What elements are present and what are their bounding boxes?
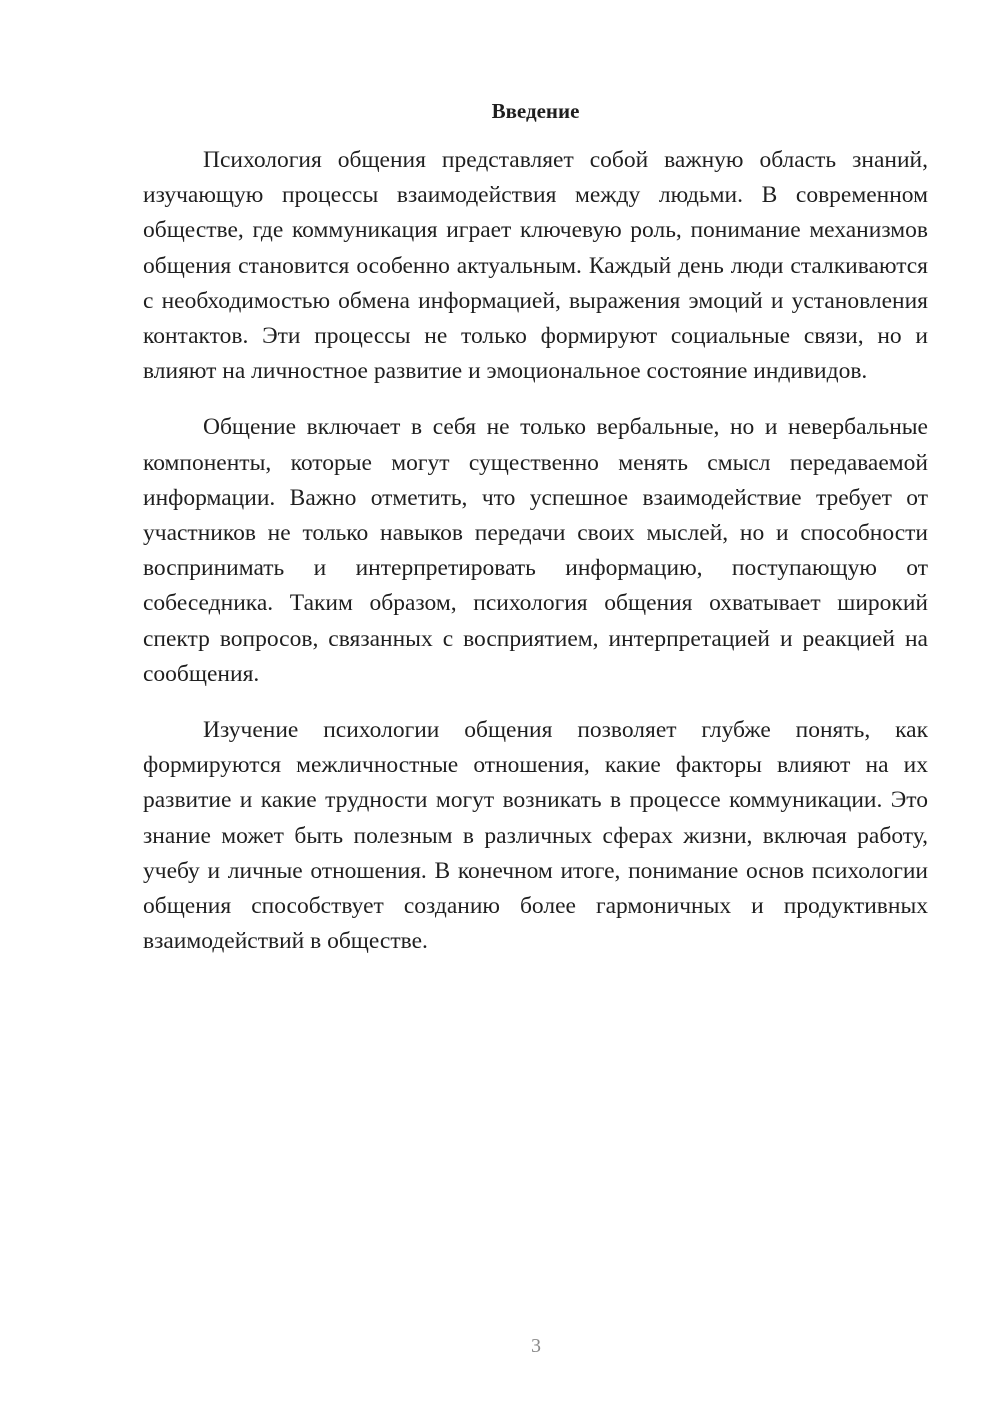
paragraph-1: Психология общения представляет собой важную область знаний, изучающую процессы взаимодействия между людьми. В современном обществе, где коммуникация играет ключевую роль, понимание механизмов общения становится особенно актуальным. Каждый день люди сталкиваются с необходимостью обмена информацией, выражения эмоций и установления контактов. Эти процессы не только формируют социальные связи, но и влияют на личностное развитие и эмоциональное состояние индивидов. xyxy=(143,147,928,385)
page-number: 3 xyxy=(531,1335,541,1357)
section-title: Введение xyxy=(491,99,580,123)
page-content xyxy=(143,96,928,959)
paragraph-3: Изучение психологии общения позволяет глубже понять, как формируются межличностные отношения, какие факторы влияют на их развитие и какие трудности могут возникать в процессе коммуникации. Это знание может быть полезным в различных сферах жизни, включая работу, учебу и личные отношения. В конечном итоге, понимание основ психологии общения способствует созданию более гармоничных и продуктивных взаимодействий в обществе. xyxy=(143,717,928,955)
paragraph-2: Общение включает в себя не только вербальные, но и невербальные компоненты, которые могут существенно менять смысл передаваемой информации. Важно отметить, что успешное взаимодействие требует от участников не только навыков передачи своих мыслей, но и способности воспринимать и интерпретировать информацию, поступающую от собеседника. Таким образом, психология общения охватывает широкий спектр вопросов, связанных с восприятием, интерпретацией и реакцией на сообщения. xyxy=(143,414,928,687)
